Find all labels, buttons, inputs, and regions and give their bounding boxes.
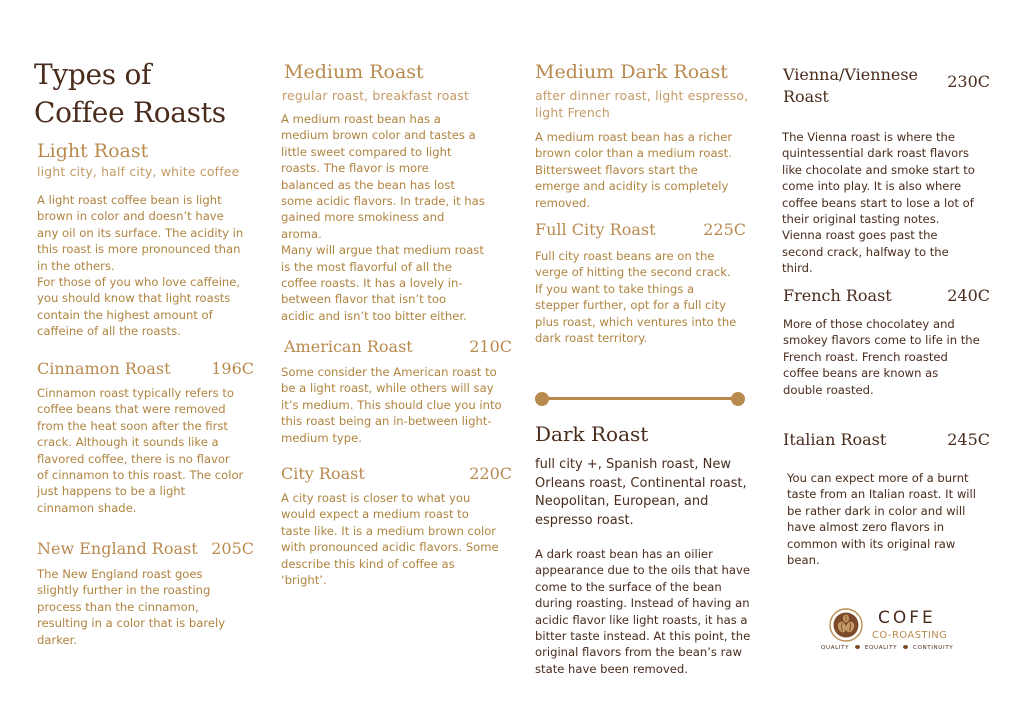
cinnamon-roast-temp: 196C [211, 359, 254, 378]
french-roast-heading: French Roast [783, 286, 892, 305]
city-roast-temp: 220C [469, 464, 512, 483]
full-city-roast-temp: 225C [703, 220, 746, 239]
medium-dark-roast-heading: Medium Dark Roast [535, 61, 728, 83]
light-roast-heading: Light Roast [37, 140, 149, 162]
medium-dark-roast-body: A medium roast bean has a richer brown color than a medium roast. Bittersweet flavors start the emerge and acidity is completely removed. [535, 130, 733, 210]
medium-roast-aliases: regular roast, breakfast roast [282, 88, 470, 103]
coffee-bean-logo-icon [829, 608, 863, 642]
city-roast-body: A city roast is closer to what you would expect a medium roast to taste like. It is a medium brown color with pronounced acidic flavors. Some describe this kind of coffee as ‘bright’. [281, 491, 499, 588]
page-title [34, 56, 264, 132]
american-roast-temp: 210C [469, 337, 512, 356]
american-roast-header [284, 337, 512, 359]
brand-value-quality: QUALITY [821, 645, 850, 651]
full-city-roast-body: Full city roast beans are on the verge of hitting the second crack. If you want to take things a stepper further, opt for a full city plus roast, which ventures into the dark roast territory. [535, 249, 737, 346]
brand-value-continuity: CONTINUITY [912, 645, 954, 651]
italian-roast-temp: 245C [947, 430, 990, 449]
dark-roast-body: A dark roast bean has an oilier appearance due to the oils that have come to the surface of the bean during roasting. Instead of having an acidic flavor like light roasts, it has a bitter taste instead. At this point, the original flavors from the bean’s raw state have been removed. [535, 547, 751, 676]
brand-logo [818, 605, 998, 657]
full-city-roast-header [535, 220, 746, 242]
brand-tagline: CO-ROASTING [872, 630, 948, 641]
cinnamon-roast-body: Cinnamon roast typically refers to coffee beans that were removed from the heat soon after the first crack. Although it sounds like a flavored coffee, there is no flavor of cinnamon to this roast. The color just happens to be a light cinnamon shade. [37, 386, 244, 515]
new-england-roast-header [37, 539, 254, 561]
italian-roast-body: You can expect more of a burnt taste from an Italian roast. It will be rather dark in color and will have almost zero flavors in common with its original raw bean. [787, 471, 976, 568]
brand-value-separator-dot [903, 645, 908, 649]
italian-roast-header [783, 430, 990, 452]
italian-roast-heading: Italian Roast [783, 430, 887, 449]
vienna-roast-temp: 230C [947, 72, 990, 91]
vienna-roast-header [783, 64, 990, 108]
city-roast-heading: City Roast [281, 464, 365, 483]
american-roast-body: Some consider the American roast to be a light roast, while others will say it’s medium. This should clue you into this roast being an in-between light- medium type. [281, 365, 502, 445]
brand-value-separator-dot [855, 645, 860, 649]
dark-roast-aliases: full city +, Spanish roast, New Orleans roast, Continental roast, Neopolitan, European, and espresso roast. [535, 457, 747, 528]
light-roast-body: A light roast coffee bean is light brown in color and doesn’t have any oil on its surface. The acidity in this roast is more pronounced than in the others. For those of you who love caffeine, you should know that light roasts contain the highest amount of caffeine of all the roasts. [37, 193, 244, 339]
cinnamon-roast-header [37, 359, 254, 381]
vienna-roast-heading: Vienna/Viennese Roast [783, 65, 919, 106]
light-roast-aliases: light city, half city, white coffee [37, 164, 240, 179]
french-roast-header [783, 286, 990, 308]
page-title-line1: Types of [34, 58, 152, 91]
dark-roast-heading: Dark Roast [535, 422, 649, 446]
brand-name: COFE [878, 608, 936, 628]
medium-roast-heading: Medium Roast [284, 61, 424, 83]
city-roast-header [281, 464, 512, 486]
new-england-roast-heading: New England Roast [37, 539, 198, 558]
full-city-roast-heading: Full City Roast [535, 220, 656, 239]
american-roast-heading: American Roast [284, 337, 413, 356]
medium-roast-body: A medium roast bean has a medium brown color and tastes a little sweet compared to light roasts. The flavor is more balanced as the bean has lost some acidic flavors. In trade, it has gained more smokiness and aroma. Many will argue that medium roast is the most flavorful of all the coffee roasts. It has a lovely in- between flavor that isn’t too acidic and isn’t too bitter either. [281, 112, 485, 323]
cinnamon-roast-heading: Cinnamon Roast [37, 359, 171, 378]
french-roast-temp: 240C [947, 286, 990, 305]
page-title-line2: Coffee Roasts [34, 96, 226, 129]
french-roast-body: More of those chocolatey and smokey flavors come to life in the French roast. French roasted coffee beans are known as double roasted. [783, 317, 980, 397]
brand-value-equality: EQUALITY [864, 645, 898, 651]
medium-dark-roast-aliases: after dinner roast, light espresso, light French [535, 88, 749, 120]
brand-values [821, 645, 1001, 651]
vienna-roast-body: The Vienna roast is where the quintessential dark roast flavors like chocolate and smoke start to come into play. It is also where coffee beans start to lose a lot of their original tasting notes. Vienna roast goes past the second crack, halfway to the third. [782, 130, 975, 276]
new-england-roast-temp: 205C [211, 539, 254, 558]
new-england-roast-body: The New England roast goes slightly further in the roasting process than the cinnamon, resulting in a color that is barely darker. [37, 567, 226, 647]
